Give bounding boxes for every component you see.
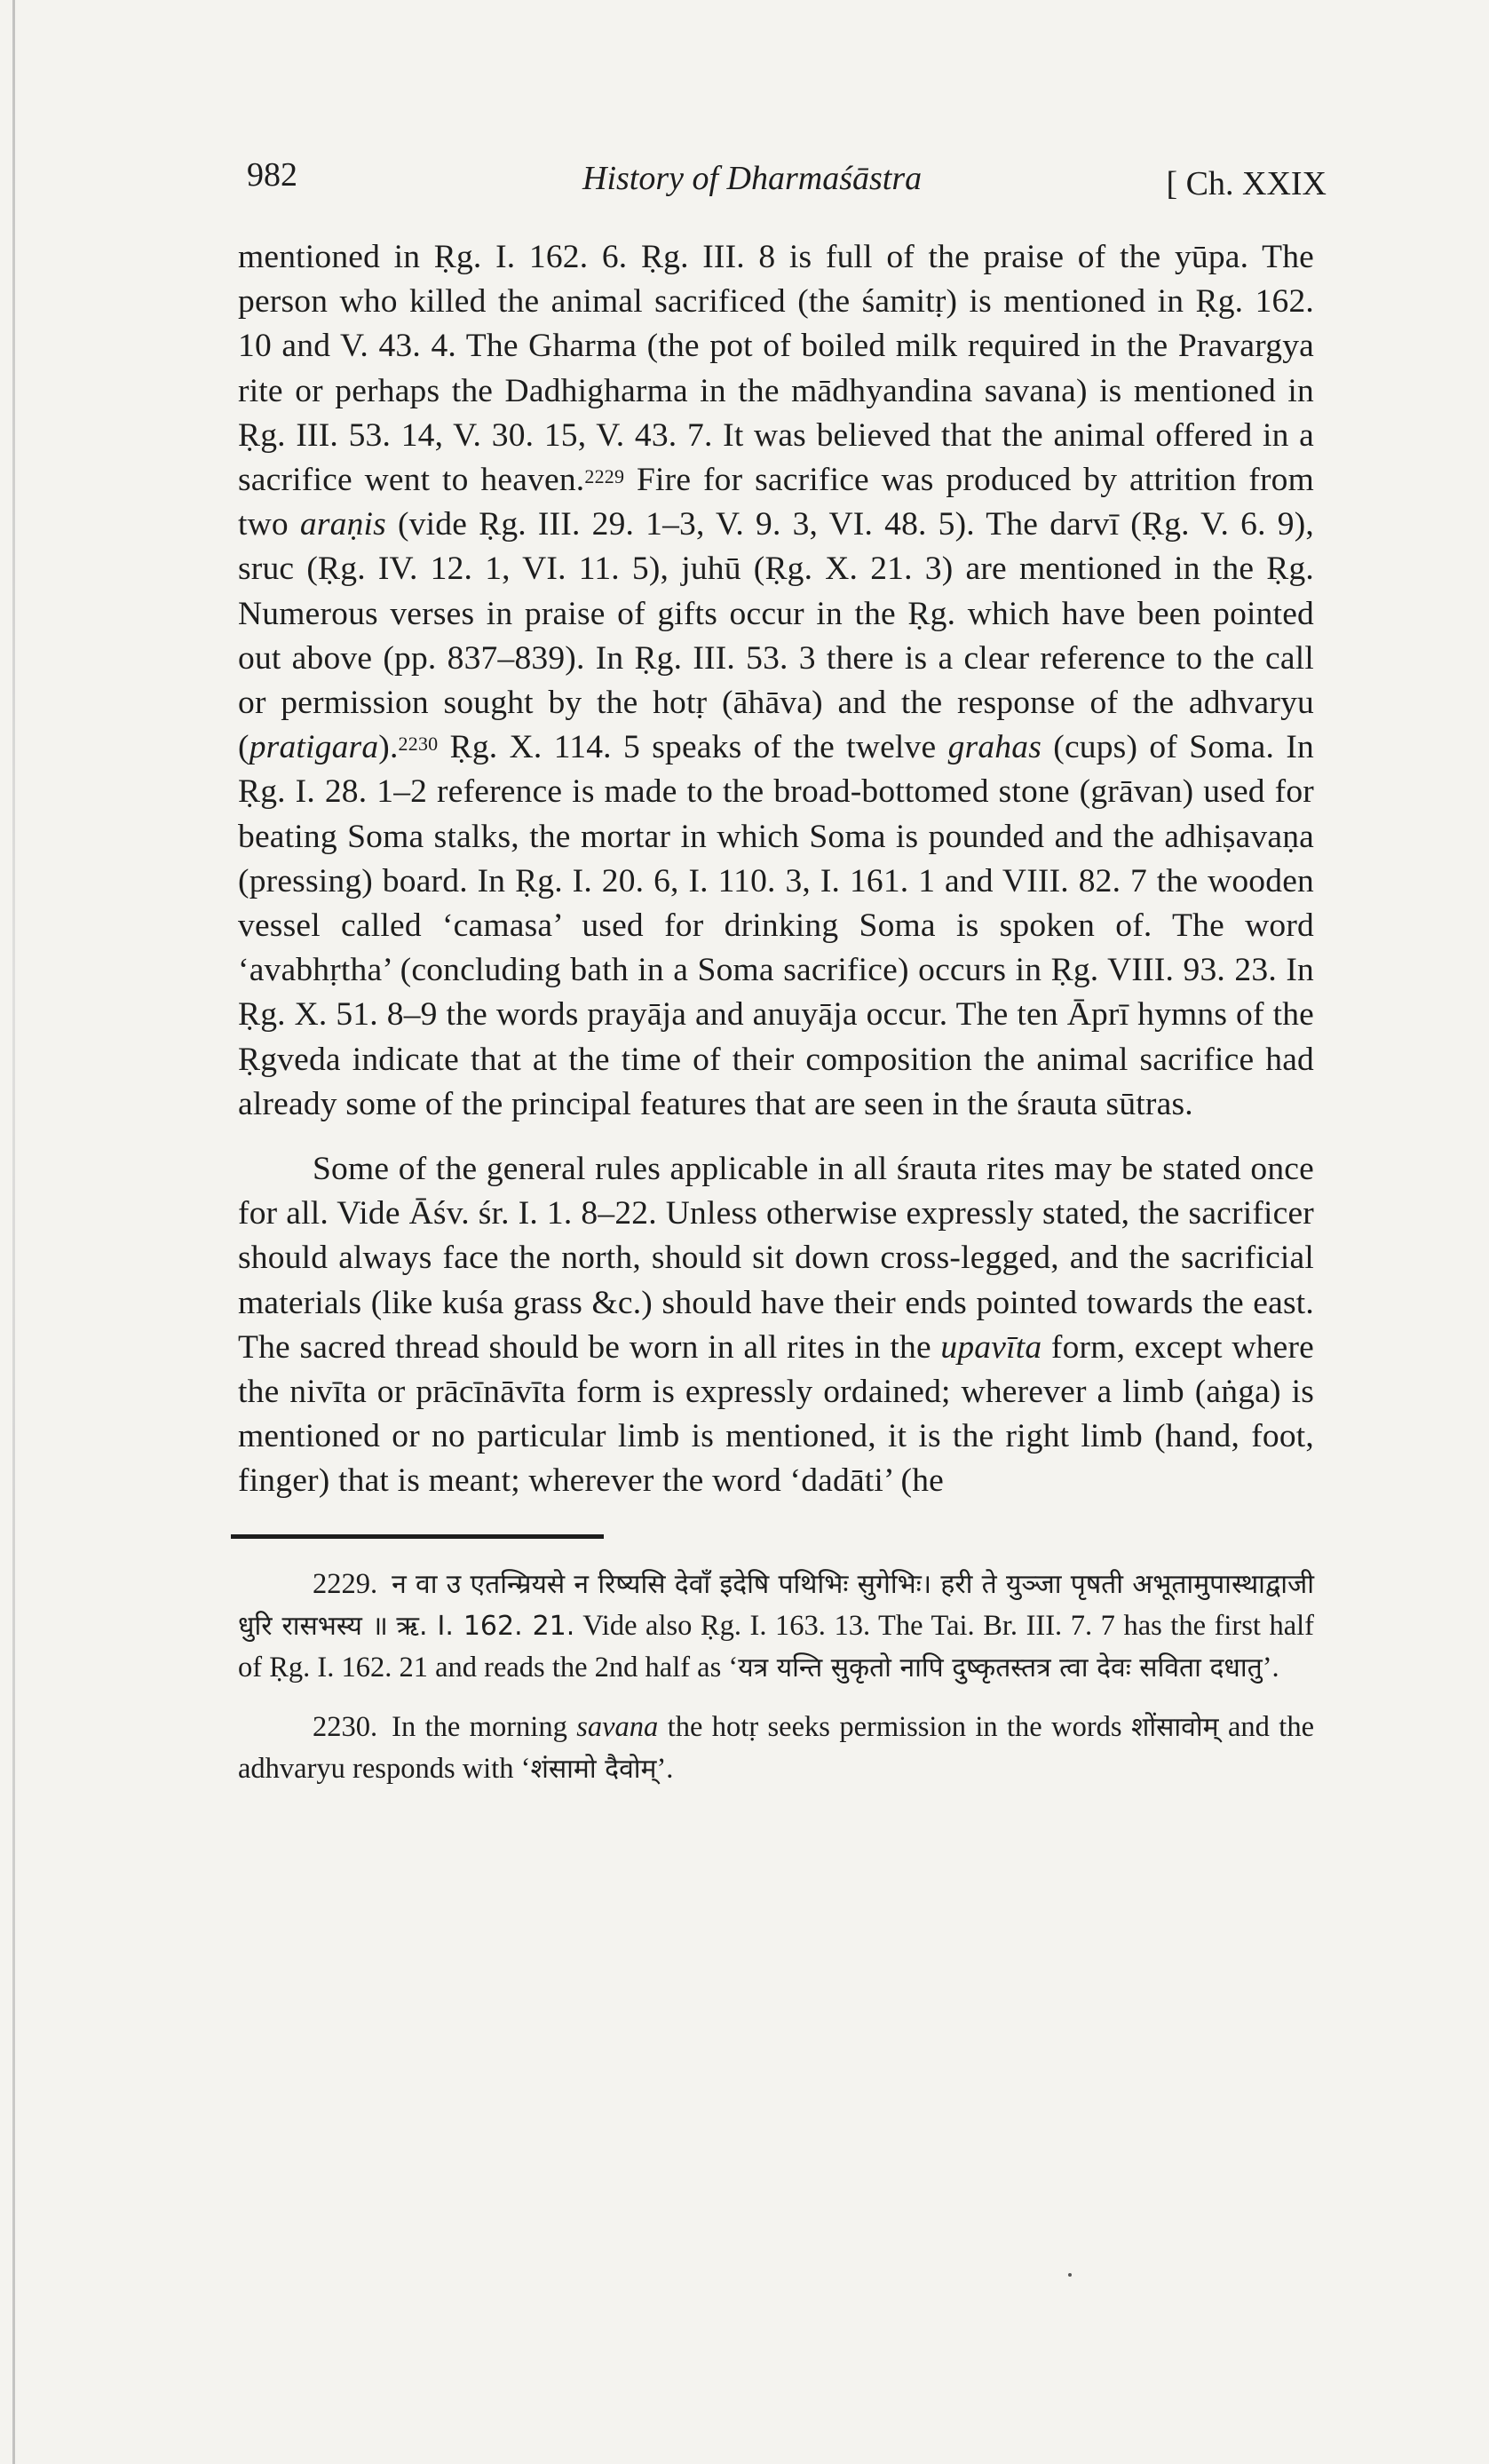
footnote-label: 2230. (313, 1710, 378, 1743)
para2-text-a: Some of the general rules applicable in all śrauta rites may be stated once for all. Vide Āśv. śr. I. 1. 8–22. Unless otherwise expressly stated, the sacrificer should always face the north, should sit down cross-legged, and the sacrificial materials (like kuśa grass &c.) should have their ends pointed towards the east. The sacred thread should be worn in all rites in the (238, 1151, 1314, 1366)
verse-reference: ऋ. I. 162. 21. (396, 1610, 575, 1642)
footnote-label: 2229. (313, 1567, 378, 1600)
running-head (238, 147, 1327, 209)
term-pratigara: pratigara (249, 729, 379, 766)
devanagari-verse: न वा उ एतन्म्रियसे न रिष्यसि देवाँ इदेषि पथिभिः सुगेभिः। हरी ते युञ्जा पृषती अभूतामुपास्थाद्वाजी धुरि रासभस्य ॥ (238, 1568, 1314, 1642)
term-aranis: araṇis (299, 506, 386, 543)
running-title: History of Dharmaśāstra (582, 160, 923, 197)
footnotes (238, 1564, 1314, 1790)
para1-text-d: ). (378, 729, 399, 766)
footnote-text: In the morning (392, 1710, 577, 1743)
book-page (238, 147, 1327, 1790)
para1-text-f: (cups) of Soma. In Ṛg. I. 28. 1–2 reference is made to the broad-bottomed stone (grāvan) used for beating Soma stalks, the mortar in which Soma is pounded and the adhiṣavaṇa (pressing) board. In Ṛg. I. 20. 6, I. 110. 3, I. 161. 1 and VIII. 82. 7 the wooden vessel called ‘camasa’ used for drinking Soma is spoken of. The word ‘avabhṛtha’ (concluding bath in a Soma sacrifice) occurs in Ṛg. VIII. 93. 23. In Ṛg. X. 51. 8–9 the words prayāja and anuyāja occur. The ten Āprī hymns of the Ṛgveda indicate that at the time of their composition the animal sacrifice had already some of the principal features that are seen in the śrauta sūtras. (238, 729, 1314, 1122)
page-number: 982 (247, 156, 297, 194)
print-speck (1068, 2273, 1072, 2277)
footnote-divider (231, 1534, 604, 1539)
para1-text-a: mentioned in Ṛg. I. 162. 6. Ṛg. III. 8 is full of the praise of the yūpa. The person who killed the animal sacrificed (the śamitṛ) is mentioned in Ṛg. 162. 10 and V. 43. 4. The Gharma (the pot of boiled milk required in the Pravargya rite or perhaps the Dadhigharma in the mādhyandina savana) is mentioned in Ṛg. III. 53. 14, V. 30. 15, V. 43. 7. It was believed that the animal offered in a sacrifice went to heaven. (238, 239, 1314, 499)
chapter-label: [ Ch. XXIX (1166, 165, 1327, 202)
term-upavita: upavīta (940, 1328, 1042, 1366)
devanagari-word: शंसामो दैवोम् (530, 1753, 657, 1785)
para1-text-c: (vide Ṛg. III. 29. 1–3, V. 9. 3, VI. 48. 5). The darvī (Ṛg. V. 6. 9), sruc (Ṛg. IV. 12. 1, VI. 11. 5), juhū (Ṛg. X. 21. 3) are mentioned in the Ṛg. Numerous verses in praise of gifts occur in the Ṛg. which have been pointed out above (pp. 837–839). In Ṛg. III. 53. 3 there is a clear reference to the call or permission sought by the hotṛ (āhāva) and the response of the adhvaryu ( (238, 506, 1314, 766)
footnote-text: Vide also Ṛg. I. 163. 13. The Tai. Br. III. 7. 7 has the first half of Ṛg. I. 162. 21 and reads the 2nd half as ‘ (238, 1609, 1314, 1684)
footnote-ref-2230: 2230 (398, 733, 439, 756)
term-grahas: grahas (947, 729, 1042, 766)
para2-text-b: form, except where the nivīta or prācīnāvīta form is expressly ordained; wherever a limb (aṅga) is mentioned or no particular limb is mentioned, it is the right limb (hand, foot, finger) that is meant; wherever the word ‘dadāti’ (he (238, 1328, 1314, 1500)
term-savana: savana (576, 1710, 659, 1743)
footnote-2229 (238, 1564, 1314, 1689)
footnote-text: and the adhvaryu responds with ‘ (238, 1710, 1314, 1785)
binding-edge (12, 0, 15, 2464)
para1-text-e: Ṛg. X. 114. 5 speaks of the twelve (438, 729, 948, 766)
footnote-text: the hotṛ seeks permission in the words (658, 1710, 1131, 1743)
devanagari-word: शोंसावोम् (1130, 1711, 1219, 1743)
paragraph-2 (238, 1147, 1314, 1504)
body-text (238, 235, 1314, 1504)
devanagari-quote: यत्र यन्ति सुकृतो नापि दुष्कृतस्तत्र त्वा देवः सविता दधातु (738, 1652, 1263, 1684)
footnote-2230 (238, 1707, 1314, 1790)
para1-text-b: Fire for sacrifice was produced by attrition from two (238, 462, 1314, 543)
footnote-text-end: ’. (1262, 1651, 1279, 1684)
footnote-text-end: ’. (656, 1752, 674, 1785)
footnote-ref-2229: 2229 (584, 465, 625, 488)
paragraph-1 (238, 235, 1314, 1127)
